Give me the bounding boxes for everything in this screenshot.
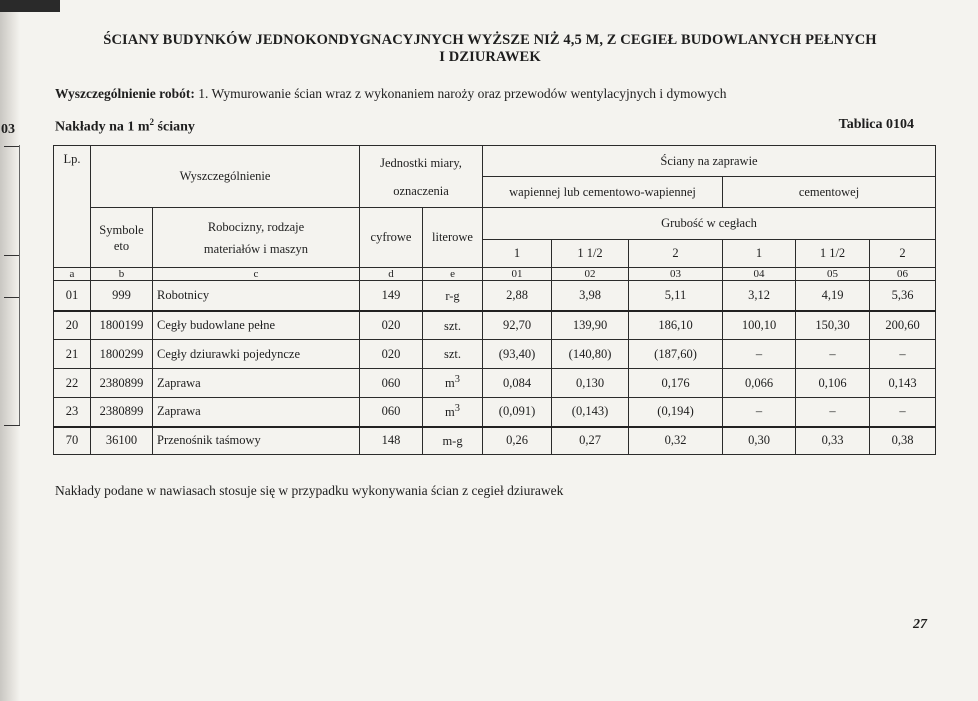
- row-symbol: 2380899: [91, 369, 153, 398]
- row-value: 186,10: [629, 311, 723, 340]
- row-value: (187,60): [629, 340, 723, 369]
- prev-page-number: 03: [1, 122, 15, 137]
- row-value: 0,30: [723, 427, 796, 455]
- row-value: 92,70: [483, 311, 552, 340]
- header-wyszczegolnienie: Wyszczególnienie: [91, 146, 360, 208]
- thickness-1: 1: [483, 240, 552, 268]
- per-unit-sup: 2: [149, 117, 155, 127]
- header-robocizna-line2: materiałów i maszyn: [203, 241, 309, 256]
- row-unit-text: m: [445, 405, 455, 420]
- row-value: 0,38: [870, 427, 936, 455]
- header-cementowej: cementowej: [723, 177, 936, 208]
- title-line-2: I DZIURAWEK: [439, 49, 541, 65]
- row-value: 4,19: [796, 281, 870, 311]
- row-unit-text: m: [445, 376, 455, 391]
- row-value: 5,11: [629, 281, 723, 311]
- margin-tick: [4, 255, 20, 256]
- row-value: 3,12: [723, 281, 796, 311]
- row-name: Zaprawa: [153, 398, 360, 427]
- row-name: Zaprawa: [153, 369, 360, 398]
- margin-line: [19, 145, 20, 425]
- header-wapiennej: wapiennej lub cementowo-wapiennej: [483, 177, 723, 208]
- page-title: [60, 32, 920, 66]
- row-value: 3,98: [552, 281, 629, 311]
- row-unit: [423, 427, 483, 455]
- row-unit: [423, 398, 483, 427]
- row-value: –: [723, 398, 796, 427]
- row-unit-sup: 3: [454, 403, 460, 415]
- row-unit-sup: 3: [454, 374, 460, 386]
- row-symbol: 1800299: [91, 340, 153, 369]
- row-unit: [423, 369, 483, 398]
- row-value: 0,176: [629, 369, 723, 398]
- work-specification: [55, 86, 727, 102]
- row-value: (140,80): [552, 340, 629, 369]
- row-unit: [423, 340, 483, 369]
- index-cell: 03: [629, 268, 723, 281]
- row-unit-text: r-g: [445, 288, 460, 303]
- row-unit-text: m-g: [442, 434, 463, 449]
- row-value: 2,88: [483, 281, 552, 311]
- header-grubosc: Grubość w cegłach: [483, 208, 936, 240]
- row-unit-code: 149: [360, 281, 423, 311]
- spec-text: 1. Wymurowanie ścian wraz z wykonaniem naroży oraz przewodów wentylacyjnych i dymowych: [194, 86, 727, 101]
- row-value: 0,084: [483, 369, 552, 398]
- row-value: (0,143): [552, 398, 629, 427]
- row-name: Robotnicy: [153, 281, 360, 311]
- row-value: 0,143: [870, 369, 936, 398]
- row-value: (0,194): [629, 398, 723, 427]
- row-unit-code: 020: [360, 340, 423, 369]
- header-jednostki: [360, 146, 483, 208]
- row-value: (0,091): [483, 398, 552, 427]
- row-unit-code: 148: [360, 427, 423, 455]
- row-lp: 01: [54, 281, 91, 311]
- thickness-1-1-2-cem: 1 1/2: [796, 240, 870, 268]
- scan-edge-mark: [0, 0, 60, 12]
- header-row-1: [54, 146, 936, 177]
- header-robocizna-line1: Robocizny, rodzaje: [207, 219, 305, 234]
- book-gutter-shadow: [0, 0, 20, 701]
- row-value: 139,90: [552, 311, 629, 340]
- header-row-3: [54, 208, 936, 240]
- row-symbol: 2380899: [91, 398, 153, 427]
- row-lp: 21: [54, 340, 91, 369]
- header-symbole: [91, 208, 153, 268]
- index-cell: 04: [723, 268, 796, 281]
- norms-table: [53, 145, 936, 455]
- table-row: [54, 369, 936, 398]
- row-symbol: 1800199: [91, 311, 153, 340]
- row-name: Przenośnik taśmowy: [153, 427, 360, 455]
- header-jednostki-line2: oznaczenia: [393, 183, 449, 198]
- row-value: 150,30: [796, 311, 870, 340]
- per-unit-heading: [55, 117, 195, 136]
- row-value: 0,33: [796, 427, 870, 455]
- table-row: [54, 398, 936, 427]
- per-unit-suffix: ściany: [154, 119, 195, 135]
- header-symbole-line1: Symbole: [99, 222, 144, 237]
- row-lp: 20: [54, 311, 91, 340]
- row-value: 5,36: [870, 281, 936, 311]
- row-value: 200,60: [870, 311, 936, 340]
- row-value: –: [796, 340, 870, 369]
- header-literowe: literowe: [423, 208, 483, 268]
- row-unit-code: 020: [360, 311, 423, 340]
- row-value: 0,130: [552, 369, 629, 398]
- margin-tick: [4, 146, 20, 147]
- row-value: 0,106: [796, 369, 870, 398]
- row-value: –: [723, 340, 796, 369]
- row-symbol: 36100: [91, 427, 153, 455]
- row-unit-text: szt.: [444, 347, 462, 362]
- thickness-1-cem: 1: [723, 240, 796, 268]
- index-cell: 06: [870, 268, 936, 281]
- row-lp: 70: [54, 427, 91, 455]
- index-cell: 01: [483, 268, 552, 281]
- per-unit-label: Nakłady na 1 m: [55, 119, 150, 135]
- index-cell: 02: [552, 268, 629, 281]
- spec-label: Wyszczególnienie robót:: [55, 86, 195, 101]
- thickness-2: 2: [629, 240, 723, 268]
- index-cell: 05: [796, 268, 870, 281]
- row-unit: [423, 311, 483, 340]
- thickness-2-cem: 2: [870, 240, 936, 268]
- row-value: –: [870, 398, 936, 427]
- margin-tick: [4, 425, 20, 426]
- row-unit-text: szt.: [444, 318, 462, 333]
- footnote: Nakłady podane w nawiasach stosuje się w przypadku wykonywania ścian z cegieł dziurawek: [55, 483, 564, 498]
- header-cyfrowe: cyfrowe: [360, 208, 423, 268]
- index-cell: a: [54, 268, 91, 281]
- row-name: Cegły dziurawki pojedyncze: [153, 340, 360, 369]
- row-symbol: 999: [91, 281, 153, 311]
- table-row: [54, 427, 936, 455]
- table-row: [54, 281, 936, 311]
- index-cell: c: [153, 268, 360, 281]
- row-value: 0,066: [723, 369, 796, 398]
- row-value: 0,27: [552, 427, 629, 455]
- row-value: –: [870, 340, 936, 369]
- header-symbole-line2: eto: [113, 238, 130, 253]
- row-value: 100,10: [723, 311, 796, 340]
- page-number: 27: [913, 617, 927, 632]
- row-value: (93,40): [483, 340, 552, 369]
- index-cell: e: [423, 268, 483, 281]
- index-cell: b: [91, 268, 153, 281]
- row-value: 0,26: [483, 427, 552, 455]
- index-cell: d: [360, 268, 423, 281]
- row-unit: [423, 281, 483, 311]
- header-sciany-na-zaprawie: Ściany na zaprawie: [483, 146, 936, 177]
- table-row: [54, 311, 936, 340]
- table-row: [54, 340, 936, 369]
- row-value: 0,32: [629, 427, 723, 455]
- title-line-1: ŚCIANY BUDYNKÓW JEDNOKONDYGNACYJNYCH WYŻSZE NIŻ 4,5 M, Z CEGIEŁ BUDOWLANYCH PEŁNYCH: [103, 32, 877, 48]
- thickness-1-1-2: 1 1/2: [552, 240, 629, 268]
- row-unit-code: 060: [360, 398, 423, 427]
- table-id: Tablica 0104: [838, 117, 914, 132]
- header-robocizna: [153, 208, 360, 268]
- row-lp: 23: [54, 398, 91, 427]
- row-name: Cegły budowlane pełne: [153, 311, 360, 340]
- margin-tick: [4, 297, 20, 298]
- header-lp: Lp.: [54, 146, 91, 268]
- row-lp: 22: [54, 369, 91, 398]
- row-value: –: [796, 398, 870, 427]
- row-unit-code: 060: [360, 369, 423, 398]
- index-row: [54, 268, 936, 281]
- header-jednostki-line1: Jednostki miary,: [380, 155, 462, 170]
